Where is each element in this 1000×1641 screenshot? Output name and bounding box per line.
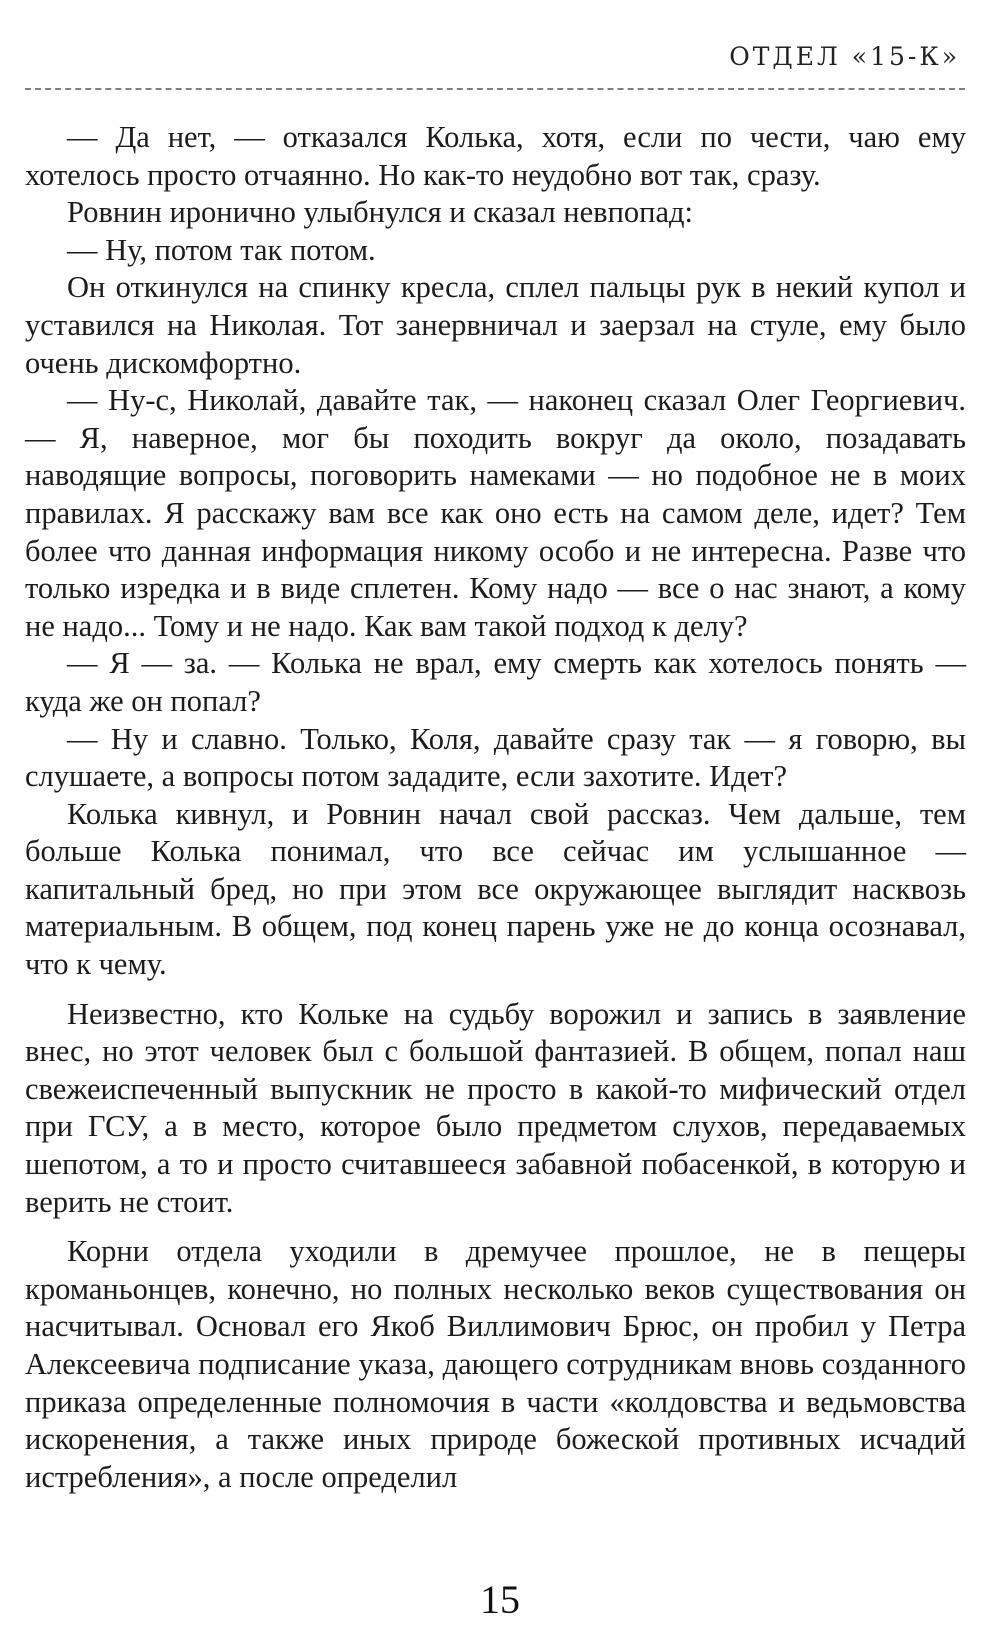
paragraph: — Ну и славно. Только, Коля, давайте сразу так — я говорю, вы слушаете, а вопросы потом зададите, если захотите. Идет?: [25, 721, 966, 794]
header-rule: [25, 88, 965, 90]
paragraph: — Ну-с, Николай, давайте так, — наконец сказал Олег Георгиевич. — Я, наверное, мог бы походить вокруг да около, позадавать наводящие вопросы, поговорить намеками — но подобное не в моих правилах. Я расскажу вам все как оно есть на самом деле, идет? Тем более что данная информация никому особо и не интересна. Разве что только изредка и в виде сплетен. Кому надо — все о нас знают, а кому не надо... Тому и не надо. Как вам такой подход к делу?: [25, 383, 966, 643]
paragraph: — Ну, потом так потом.: [67, 232, 376, 267]
paragraph: — Я — за. — Колька не врал, ему смерть как хотелось понять — куда же он попал?: [25, 646, 966, 718]
paragraph: — Да нет, — отказался Колька, хотя, если по чести, чаю ему хотелось просто отчаянно. Но как-то неудобно вот так, сразу.: [25, 120, 966, 192]
paragraph: Колька кивнул, и Ровнин начал свой рассказ. Чем дальше, тем больше Колька понимал, что все сейчас им услышанное — капитальный бред, но при этом все окружающее выглядит насквозь материальным. В общем, под конец парень уже не до конца осознавал, что к чему.: [25, 796, 966, 982]
paragraph: Ровнин иронично улыбнулся и сказал невпопад:: [67, 195, 693, 230]
running-header: ОТДЕЛ «15-К»: [729, 42, 960, 71]
paragraph: Неизвестно, кто Кольке на судьбу ворожил и запись в заявление внес, но этот человек был с большой фантазией. В общем, попал наш свежеиспеченный выпускник не просто в какой-то мифический отдел при ГСУ, а в место, которое было предметом слухов, передаваемых шепотом, а то и просто считавшееся забавной побасенкой, в которую и верить не стоит.: [25, 996, 966, 1219]
body-text: [25, 119, 966, 1496]
paragraph: Он откинулся на спинку кресла, сплел пальцы рук в некий купол и уставился на Николая. Тот занервничал и заерзал на стуле, ему было очень дискомфортно.: [25, 270, 966, 380]
paragraph: Корни отдела уходили в дремучее прошлое, не в пещеры кроманьонцев, конечно, но полных несколько веков существования он насчитывал. Основал его Якоб Виллимович Брюс, он пробил у Петра Алексеевича подписание указа, дающего сотрудникам вновь созданного приказа определенные полномочия в части «колдовства и ведьмовства искоренения, а также иных природе божеской противных исчадий истребления», а после определил: [25, 1234, 966, 1494]
page-number: 15: [480, 1577, 520, 1622]
